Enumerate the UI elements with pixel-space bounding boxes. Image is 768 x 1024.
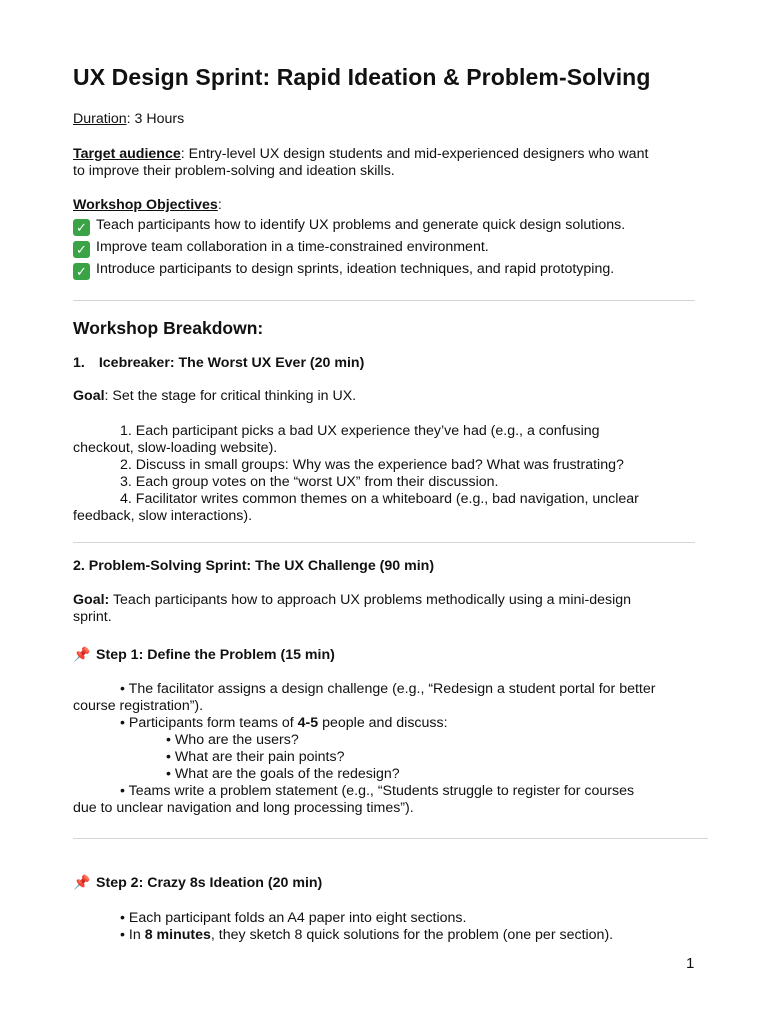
objective-item: ✓ Teach participants how to identify UX problems and generate quick design solutions. (73, 217, 625, 236)
divider (73, 542, 695, 543)
objective-item: ✓ Introduce participants to design sprints, ideation techniques, and rapid prototyping. (73, 261, 614, 280)
sub-list-item: • What are their pain points? (166, 749, 345, 765)
list-item: • The facilitator assigns a design challenge (e.g., “Redesign a student portal for better (120, 681, 656, 697)
duration-value: : 3 Hours (126, 111, 185, 127)
list-item-continued: due to unclear navigation and long processing times”). (73, 800, 414, 816)
list-item: • Each participant folds an A4 paper into eight sections. (120, 910, 467, 926)
list-item-continued: feedback, slow interactions). (73, 508, 253, 524)
check-mark-icon: ✓ (73, 241, 90, 258)
check-mark-icon: ✓ (73, 263, 90, 280)
step-2-bullets (73, 910, 708, 944)
breakdown-heading: Workshop Breakdown: (73, 318, 264, 338)
section-2-title: 2. Problem-Solving Sprint: The UX Challenge (90 min) (73, 558, 435, 574)
pushpin-icon: 📌 (73, 646, 91, 662)
step-1-title: 📌 Step 1: Define the Problem (15 min) (73, 646, 335, 663)
step-2-title: 📌 Step 2: Crazy 8s Ideation (20 min) (73, 874, 323, 891)
list-item: • In 8 minutes, they sketch 8 quick solutions for the problem (one per section). (120, 927, 614, 943)
section-1-steps (73, 423, 695, 525)
duration-line (73, 111, 184, 128)
audience-label: Target audience (73, 146, 181, 162)
check-mark-icon: ✓ (73, 219, 90, 236)
objectives-label: Workshop Objectives (73, 197, 218, 213)
list-item: 3. Each group votes on the “worst UX” from their discussion. (120, 474, 499, 490)
objectives-colon: : (217, 197, 222, 213)
list-item: • Teams write a problem statement (e.g., “Students struggle to register for courses (120, 783, 635, 799)
list-item-continued: course registration”). (73, 698, 204, 714)
pushpin-icon: 📌 (73, 874, 91, 890)
section-1-title: 1. Icebreaker: The Worst UX Ever (20 min) (73, 355, 365, 371)
audience-value-2: to improve their problem-solving and ideation skills. (73, 163, 395, 179)
duration-label: Duration (73, 111, 127, 127)
list-item: 4. Facilitator writes common themes on a whiteboard (e.g., bad navigation, unclear (120, 491, 639, 507)
objectives-heading (73, 197, 222, 214)
target-audience (73, 146, 648, 180)
list-item-continued: checkout, slow-loading website). (73, 440, 278, 456)
page-number: 1 (686, 955, 695, 972)
sub-list-item: • Who are the users? (166, 732, 299, 748)
list-item: • Participants form teams of 4-5 people and discuss: (120, 715, 448, 731)
objective-item: ✓ Improve team collaboration in a time-constrained environment. (73, 239, 489, 258)
step-1-bullets (73, 681, 708, 817)
list-item: 2. Discuss in small groups: Why was the experience bad? What was frustrating? (120, 457, 624, 473)
sub-list-item: • What are the goals of the redesign? (166, 766, 400, 782)
document-title: UX Design Sprint: Rapid Ideation & Problem-Solving (73, 64, 651, 90)
divider (73, 300, 695, 301)
section-2-goal: Goal: Teach participants how to approach UX problems methodically using a mini-design sprint. (73, 592, 632, 625)
divider (73, 838, 708, 839)
section-1-goal: Goal: Set the stage for critical thinking in UX. (73, 388, 357, 404)
list-item: 1. Each participant picks a bad UX experience they’ve had (e.g., a confusing (120, 423, 600, 439)
audience-value: : Entry-level UX design students and mid-experienced designers who want (180, 146, 649, 162)
